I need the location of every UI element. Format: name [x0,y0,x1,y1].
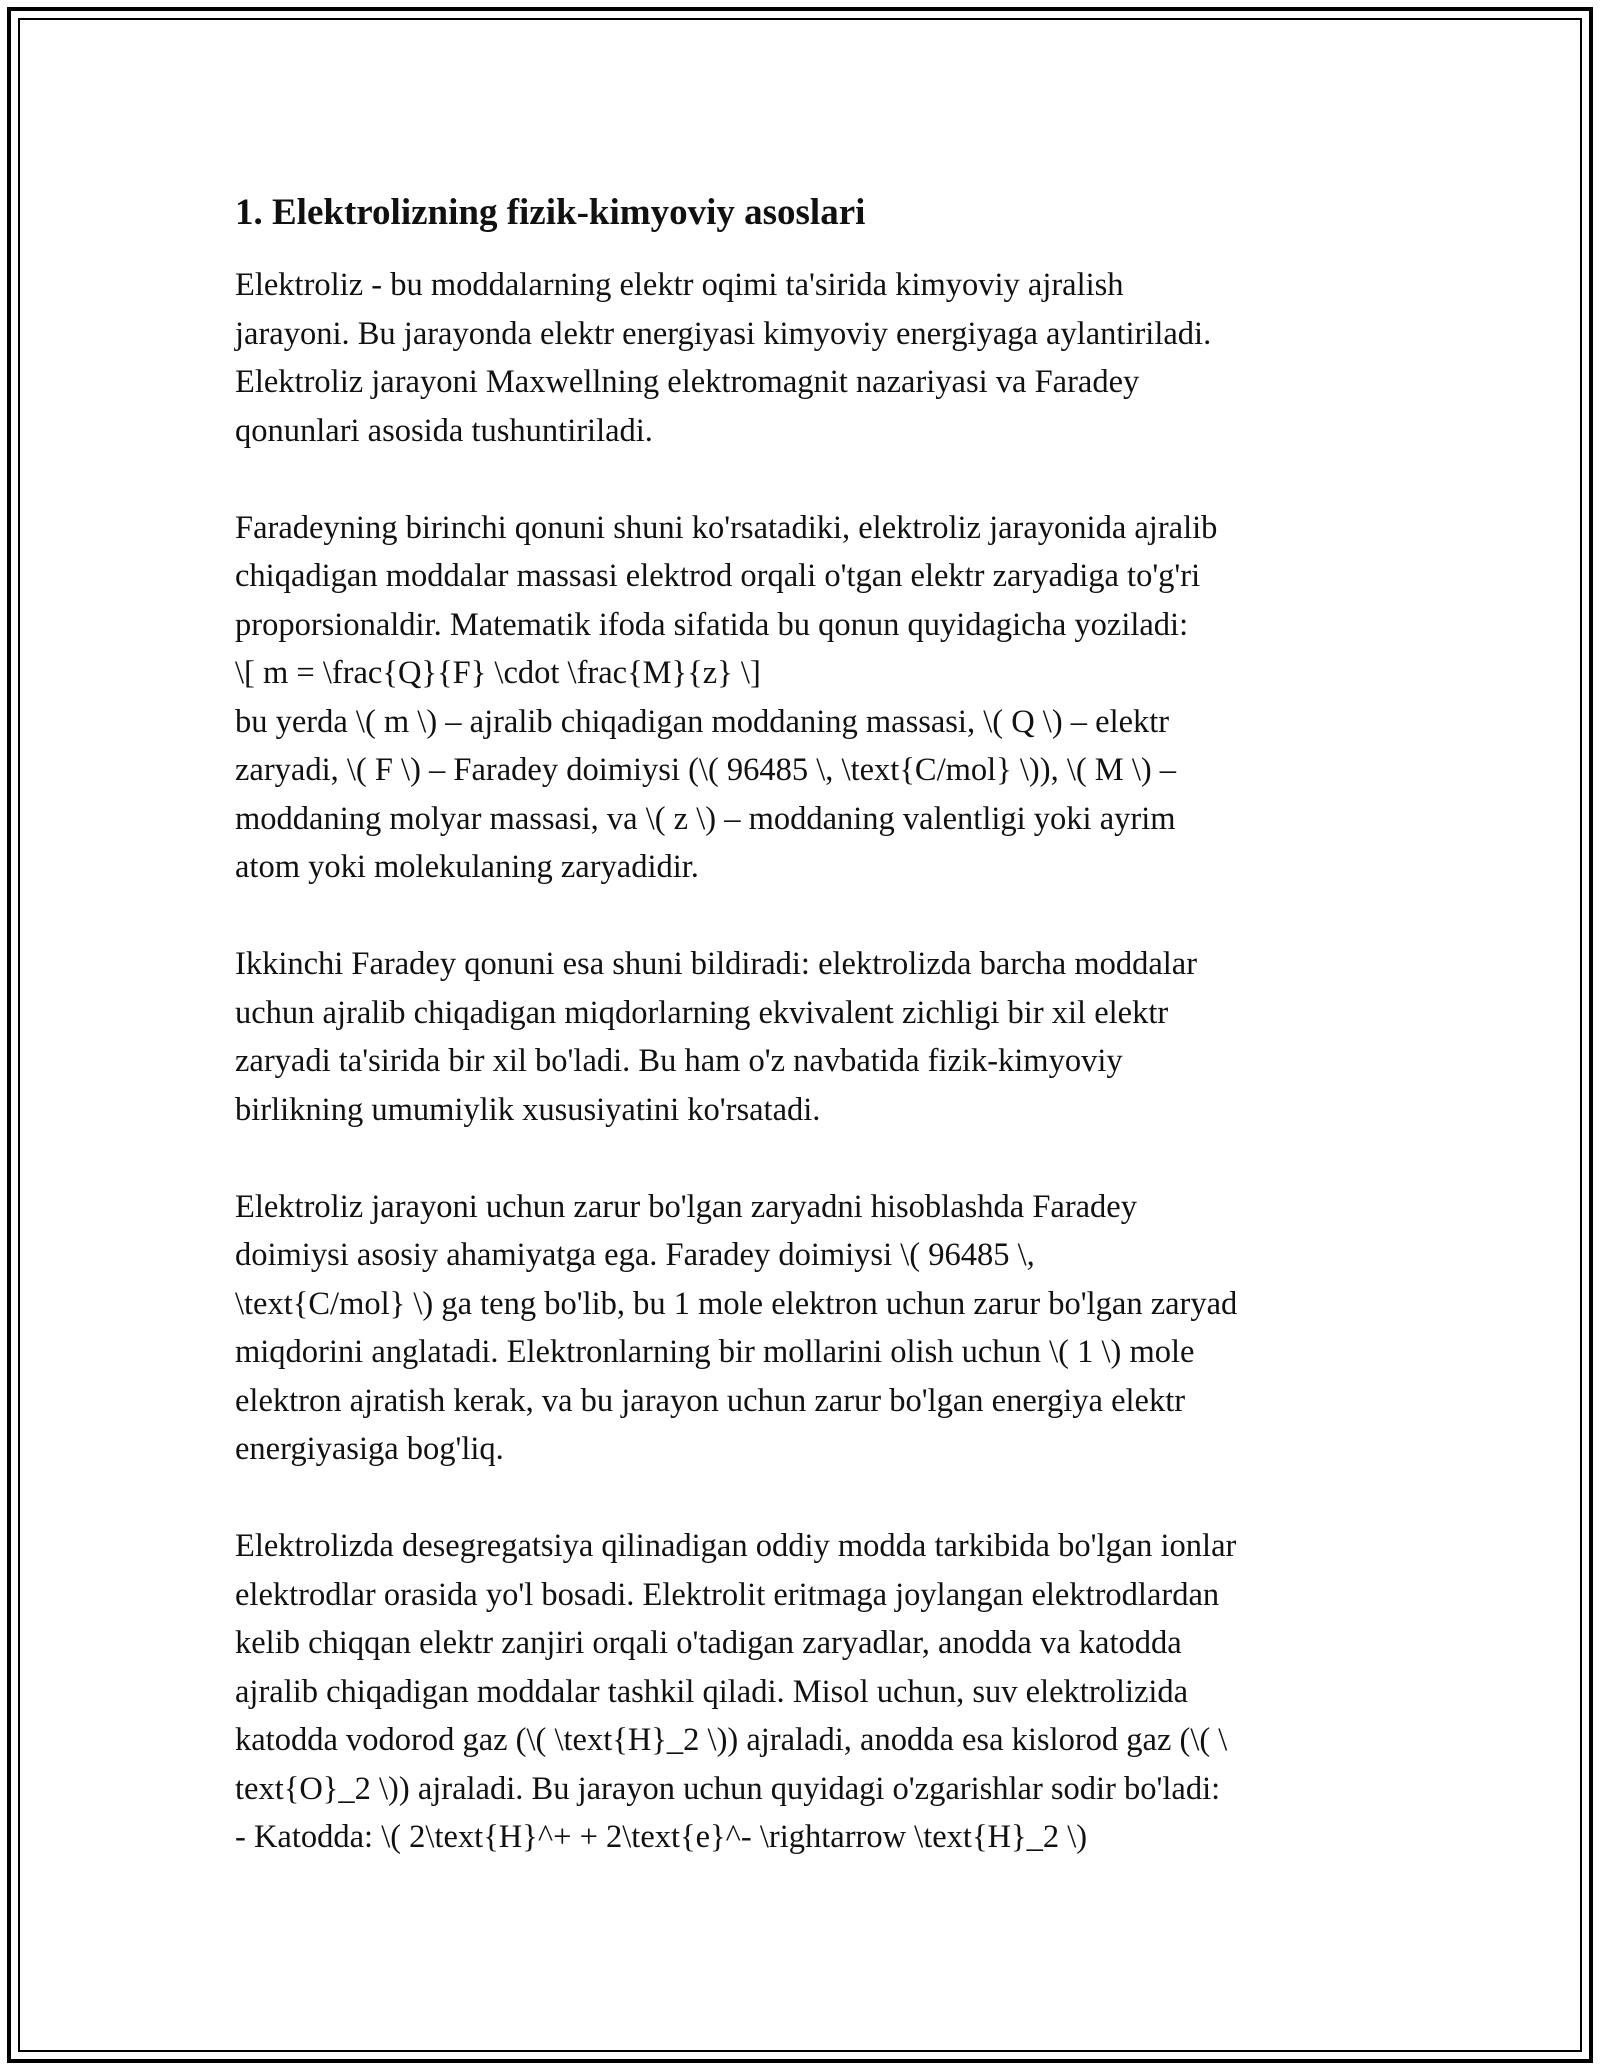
paragraph-faraday-second-law: Ikkinchi Faradey qonuni esa shuni bildiradi: elektrolizda barcha moddalar uchun ajralib chiqadigan miqdorlarning ekvivalent zichligi bir xil elektr zaryadi ta'sirida bir xil bo'ladi. Bu ham o'z navbatida fizik-kimyoviy birlikning umumiylik xususiyatini ko'rsatadi. [235,946,1198,1128]
paragraph-water-electrolysis: Elektrolizda desegregatsiya qilinadigan oddiy modda tarkibida bo'lgan ionlar elektrodlar orasida yo'l bosadi. Elektrolit eritmaga joylangan elektrodlardan kelib chiqqan elektr zanjiri orqali o'tadigan zaryadlar, anodda va katodda ajralib chiqadigan moddalar tashkil qiladi. Misol uchun, suv elektrolizida katodda vodorod gaz (\( \text{H}_2 \)) ajraladi, anodda esa kislorod gaz (\( \ text{O}_2 \)) ajraladi. Bu jarayon uchun quyidagi o'zgarishlar sodir bo'ladi: - Katodda: \( 2\text{H}^+ + 2\text{e}^- \rightarrow \text{H}_2 \) [235,1528,1237,1855]
paragraph-faraday-constant: Elektroliz jarayoni uchun zarur bo'lgan zaryadni hisoblashda Faradey doimiysi asosiy ahamiyatga ega. Faradey doimiysi \( 96485 \, \text{C/mol} \) ga teng bo'lib, bu 1 mole elektron uchun zarur bo'lgan zaryad miqdorini anglatadi. Elektronlarning bir mollarini olish uchun \( 1 \) mole elektron ajratish kerak, va bu jarayon uchun zarur bo'lgan energiya elektr energiyasiga bog'liq. [235,1188,1238,1467]
document-body [235,185,1375,1862]
paragraph-electrolysis-definition: Elektroliz - bu moddalarning elektr oqimi ta'sirida kimyoviy ajralish jarayoni. Bu jarayonda elektr energiyasi kimyoviy energiyaga aylantiriladi. Elektroliz jarayoni Maxwellning elektromagnit nazariyasi va Faradey qonunlari asosida tushuntiriladi. [235,267,1212,449]
section-title: 1. Elektrolizning fizik-kimyoviy asoslari [235,192,866,233]
paragraph-faraday-first-law: Faradeyning birinchi qonuni shuni ko'rsatadiki, elektroliz jarayonida ajralib chiqadigan moddalar massasi elektrod orqali o'tgan elektr zaryadiga to'g'ri proporsionaldir. Matematik ifoda sifatida bu qonun quyidagicha yoziladi: \[ m = \frac{Q}{F} \cdot \frac{M}{z} \] bu yerda \( m \) – ajralib chiqadigan moddaning massasi, \( Q \) – elektr zaryadi, \( F \) – Faradey doimiysi (\( 96485 \, \text{C/mol} \)), \( M \) – moddaning molyar massasi, va \( z \) – moddaning valentligi yoki ayrim atom yoki molekulaning zaryadidir. [235,509,1218,885]
